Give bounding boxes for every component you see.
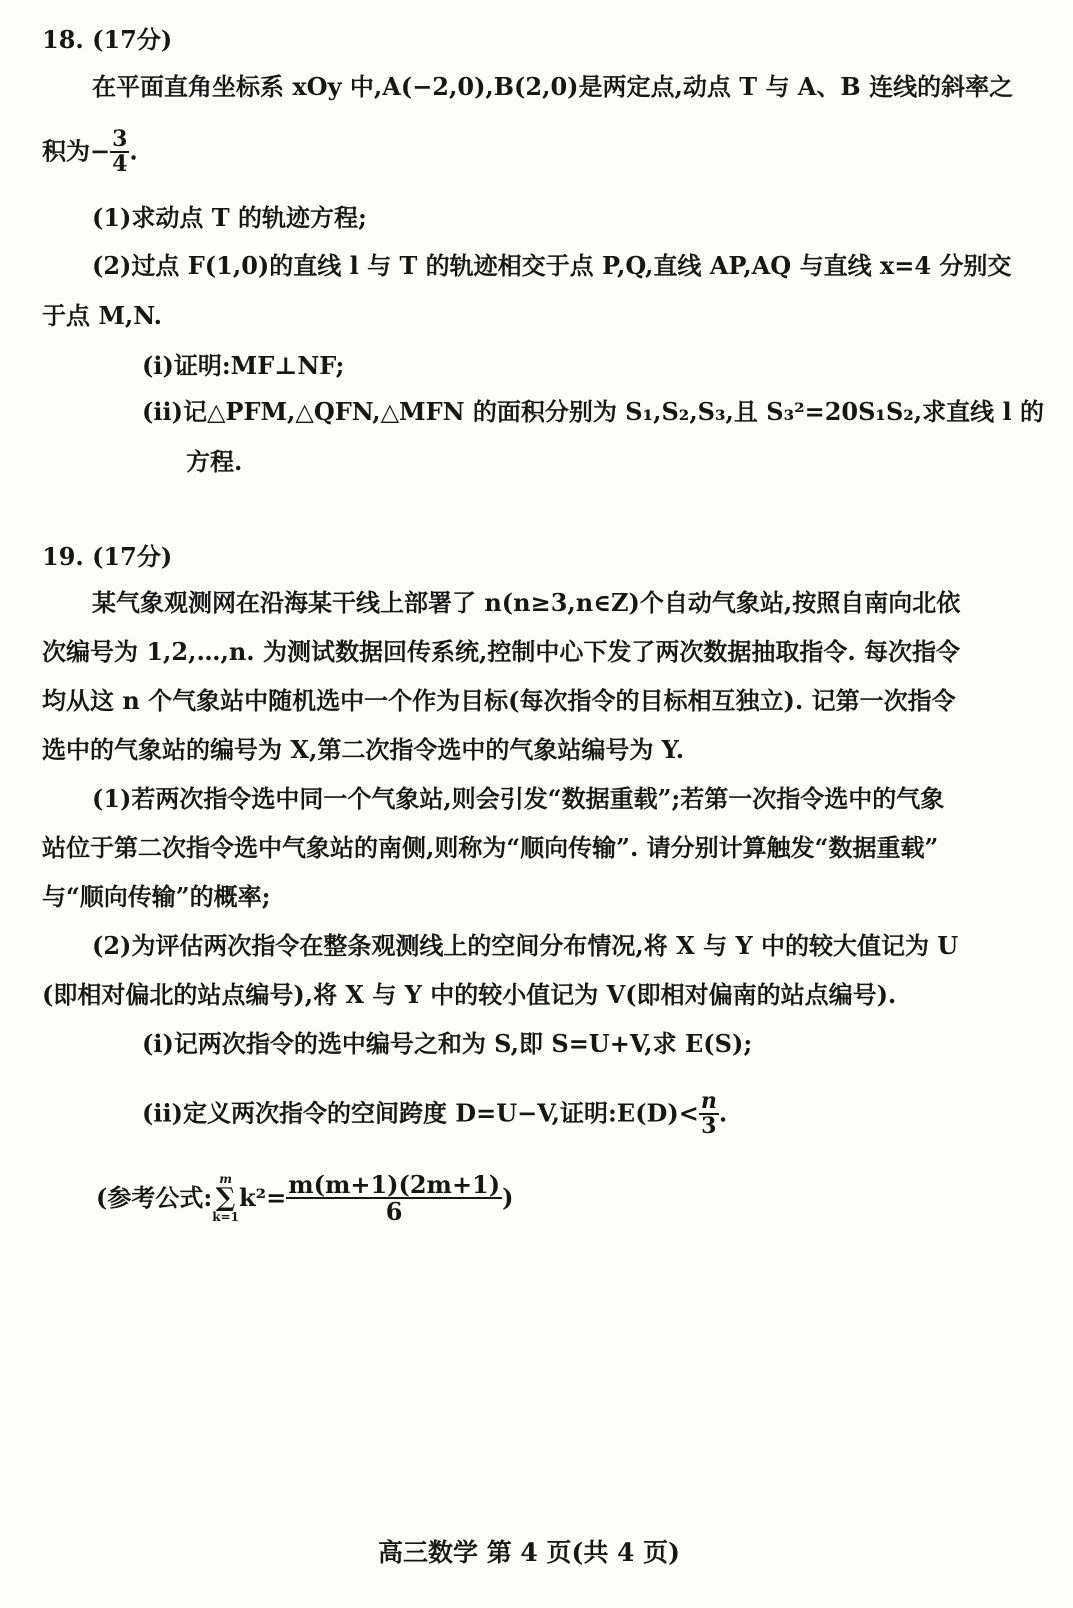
q18-part2-i: (i)证明:MF⊥NF; [142,351,345,380]
q18-part2-line2: 于点 M,N. [42,301,163,330]
q19-stem-line3: 均从这 n 个气象站中随机选中一个作为目标(每次指令的目标相互独立). 记第一次指令 [42,686,956,715]
reference-formula [96,1170,514,1227]
q19-stem-line1: 某气象观测网在沿海某干线上部署了 n(n≥3,n∈Z)个自动气象站,按照自南向北依 [92,588,961,617]
q18-header: 18. (17分) [42,25,173,54]
q19-stem-line2: 次编号为 1,2,…,n. 为测试数据回传系统,控制中心下发了两次数据抽取指令. 每次指令 [42,637,961,666]
sum-upper-limit: m [219,1172,232,1187]
q19-part1-line1: (1)若两次指令选中同一个气象站,则会引发“数据重载”;若第一次指令选中的气象 [92,784,945,813]
q19-part2-ii-suffix: . [718,1098,728,1128]
q18-stem-line1: 在平面直角坐标系 xOy 中,A(−2,0),B(2,0)是两定点,动点 T 与 A、B 连线的斜率之 [92,72,1014,101]
q18-frac-den: 4 [112,151,128,178]
q19-part2-ii-fraction [699,1090,719,1138]
q18-stem-line2-suffix: . [129,136,138,166]
q19-part2-ii-prefix: (ii)定义两次指令的空间跨度 D=U−V,证明:E(D)< [142,1098,699,1128]
summation-symbol [212,1173,239,1223]
q18-frac-num: 3 [112,126,128,152]
q19-part2-i: (i)记两次指令的选中编号之和为 S,即 S=U+V,求 E(S); [142,1029,753,1058]
q19-part1-line2: 站位于第二次指令选中气象站的南侧,则称为“顺向传输”. 请分别计算触发“数据重载” [42,833,939,862]
q18-part1: (1)求动点 T 的轨迹方程; [92,203,367,232]
sum-sigma: ∑ [215,1183,236,1214]
q19-frac-den: 3 [701,1113,717,1140]
q18-stem-line2 [42,128,138,176]
sum-term: k²= [238,1182,287,1212]
q19-part2-ii [142,1090,727,1138]
q19-part1-line3: 与“顺向传输”的概率; [42,882,271,911]
reference-prefix: (参考公式: [96,1182,213,1212]
ref-frac-den: 6 [385,1197,403,1227]
q19-frac-num: n [700,1088,717,1114]
q18-stem-line2-prefix: 积为− [42,136,111,166]
q19-part2-line1: (2)为评估两次指令在整条观测线上的空间分布情况,将 X 与 Y 中的较大值记为 U [92,931,959,960]
q19-header: 19. (17分) [42,542,173,571]
q18-part2-ii-line1: (ii)记△PFM,△QFN,△MFN 的面积分别为 S₁,S₂,S₃,且 S₃²=20S₁S₂,求直线 l 的 [142,397,1044,426]
reference-fraction [286,1170,502,1227]
reference-suffix: ) [502,1182,514,1212]
q18-part2-ii-line2: 方程. [186,447,243,476]
q18-part2-line1: (2)过点 F(1,0)的直线 l 与 T 的轨迹相交于点 P,Q,直线 AP,AQ 与直线 x=4 分别交 [92,251,1012,280]
q18-stem-fraction [110,128,129,176]
q19-stem-line4: 选中的气象站的编号为 X,第二次指令选中的气象站编号为 Y. [42,735,685,764]
ref-frac-num: m(m+1)(2m+1) [288,1170,501,1199]
q19-part2-line2: (即相对偏北的站点编号),将 X 与 Y 中的较小值记为 V(即相对偏南的站点编号). [42,980,897,1009]
page-footer: 高三数学 第 4 页(共 4 页) [378,1538,680,1567]
sum-lower-limit: k=1 [212,1210,239,1225]
